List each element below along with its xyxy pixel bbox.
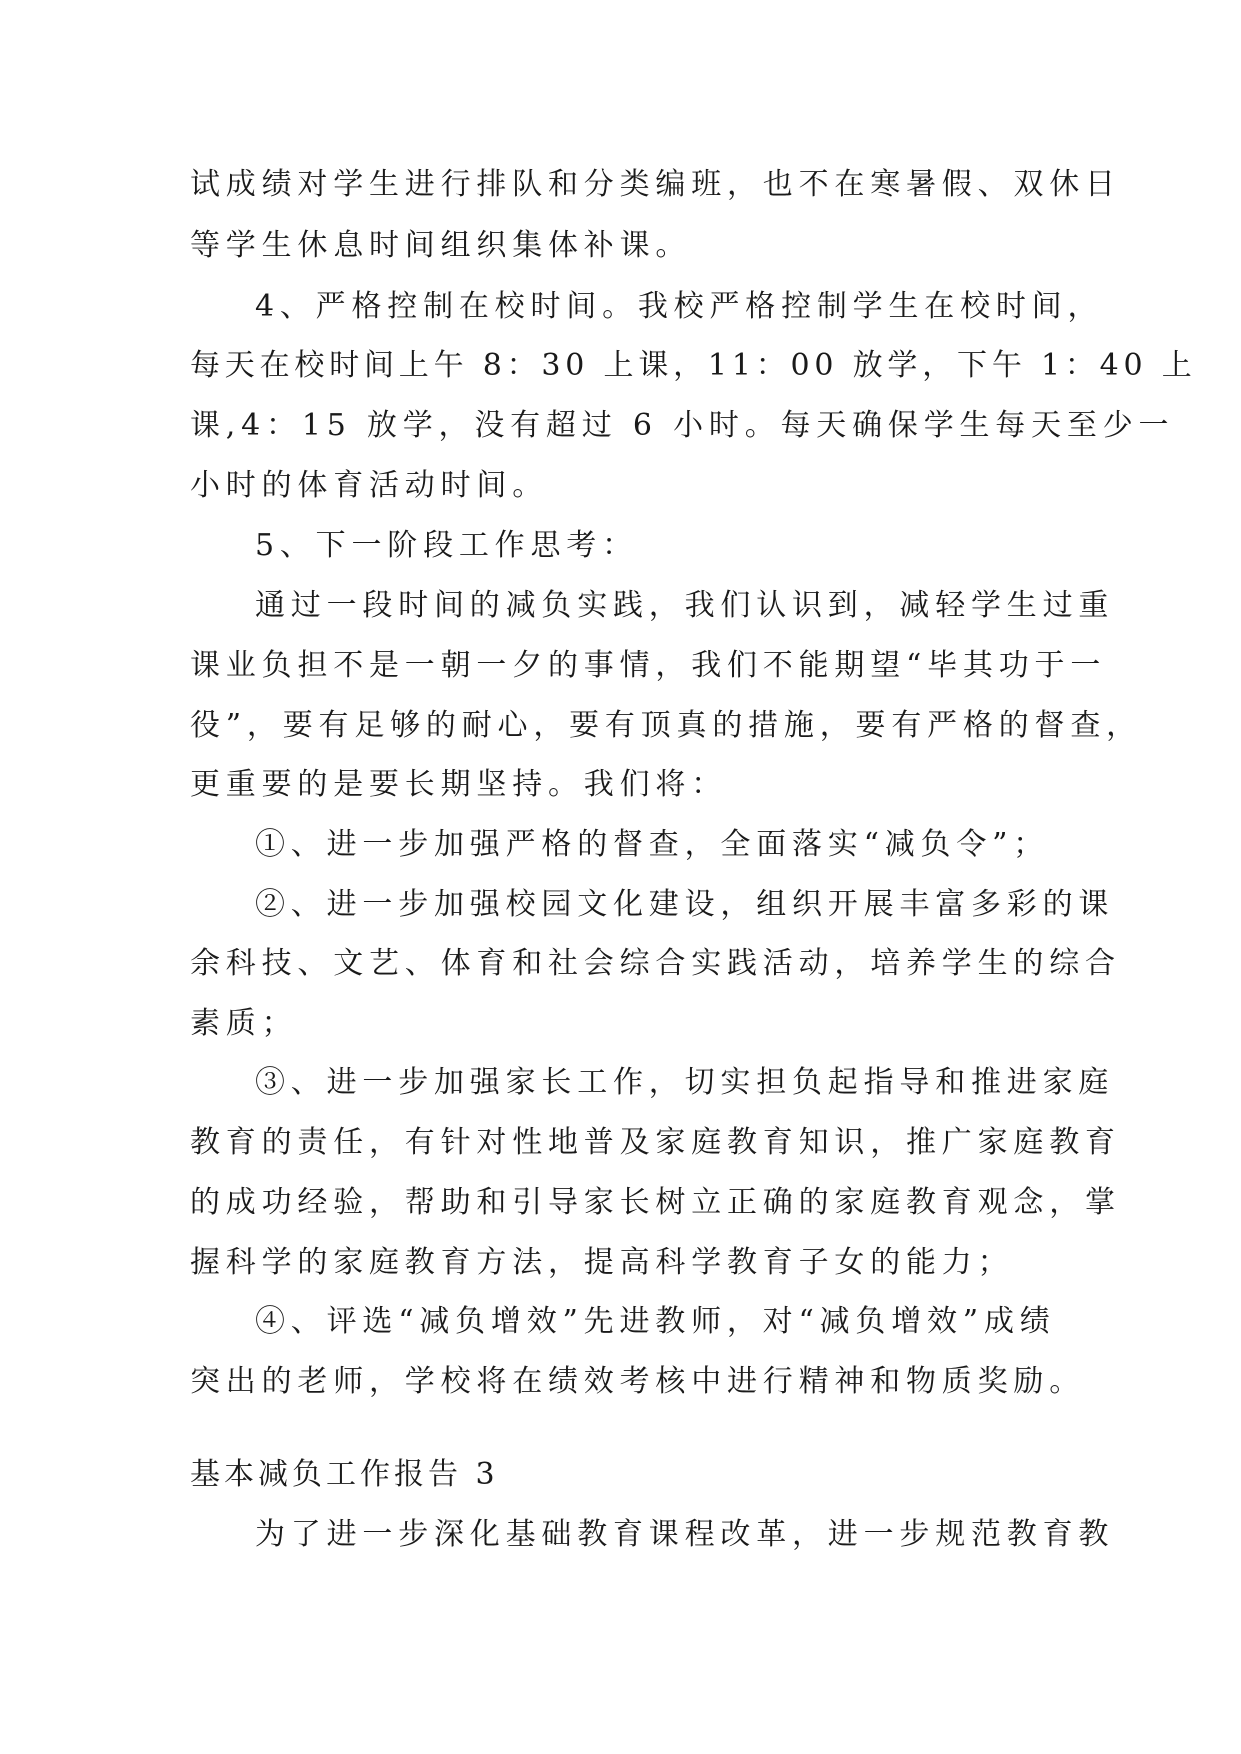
text-line: 5、下一阶段工作思考： (255, 528, 638, 563)
text-line: 为了进一步深化基础教育课程改革，进一步规范教育教 (255, 1517, 1115, 1552)
text-line: 的成功经验，帮助和引导家长树立正确的家庭教育观念，掌 (190, 1185, 1121, 1220)
text-line: 更重要的是要长期坚持。我们将： (190, 767, 727, 802)
section-heading: 基本减负工作报告 3 (190, 1457, 499, 1492)
text-line: 通过一段时间的减负实践，我们认识到，减轻学生过重 (255, 588, 1115, 623)
text-line: 课,4：15 放学，没有超过 6 小时。每天确保学生每天至少一 (190, 408, 1175, 443)
text-line: 素质； (190, 1006, 298, 1041)
text-line: 每天在校时间上午 8：30 上课，11：00 放学，下午 1：40 上 (190, 348, 1197, 383)
text-line: 教育的责任，有针对性地普及家庭教育知识，推广家庭教育 (190, 1125, 1121, 1160)
text-line: 等学生休息时间组织集体补课。 (190, 228, 692, 263)
text-line: ③、进一步加强家长工作，切实担负起指导和推进家庭 (255, 1065, 1115, 1100)
text-line: 突出的老师，学校将在绩效考核中进行精神和物质奖励。 (190, 1364, 1085, 1399)
text-line: 4、严格控制在校时间。我校严格控制学生在校时间， (255, 289, 1104, 324)
text-line: 试成绩对学生进行排队和分类编班，也不在寒暑假、双休日 (190, 167, 1121, 202)
text-line: ②、进一步加强校园文化建设，组织开展丰富多彩的课 (255, 887, 1115, 922)
text-line: 握科学的家庭教育方法，提高科学教育子女的能力； (190, 1245, 1014, 1280)
text-line: 课业负担不是一朝一夕的事情，我们不能期望“毕其功于一 (190, 648, 1107, 683)
text-line: 役”，要有足够的耐心，要有顶真的措施，要有严格的督查， (190, 708, 1142, 743)
text-line: 小时的体育活动时间。 (190, 468, 548, 503)
text-line: ④、评选“减负增效”先进教师，对“减负增效”成绩 (255, 1304, 1056, 1339)
text-line: 余科技、文艺、体育和社会综合实践活动，培养学生的综合 (190, 946, 1121, 981)
text-line: ①、进一步加强严格的督查，全面落实“减负令”； (255, 827, 1050, 862)
